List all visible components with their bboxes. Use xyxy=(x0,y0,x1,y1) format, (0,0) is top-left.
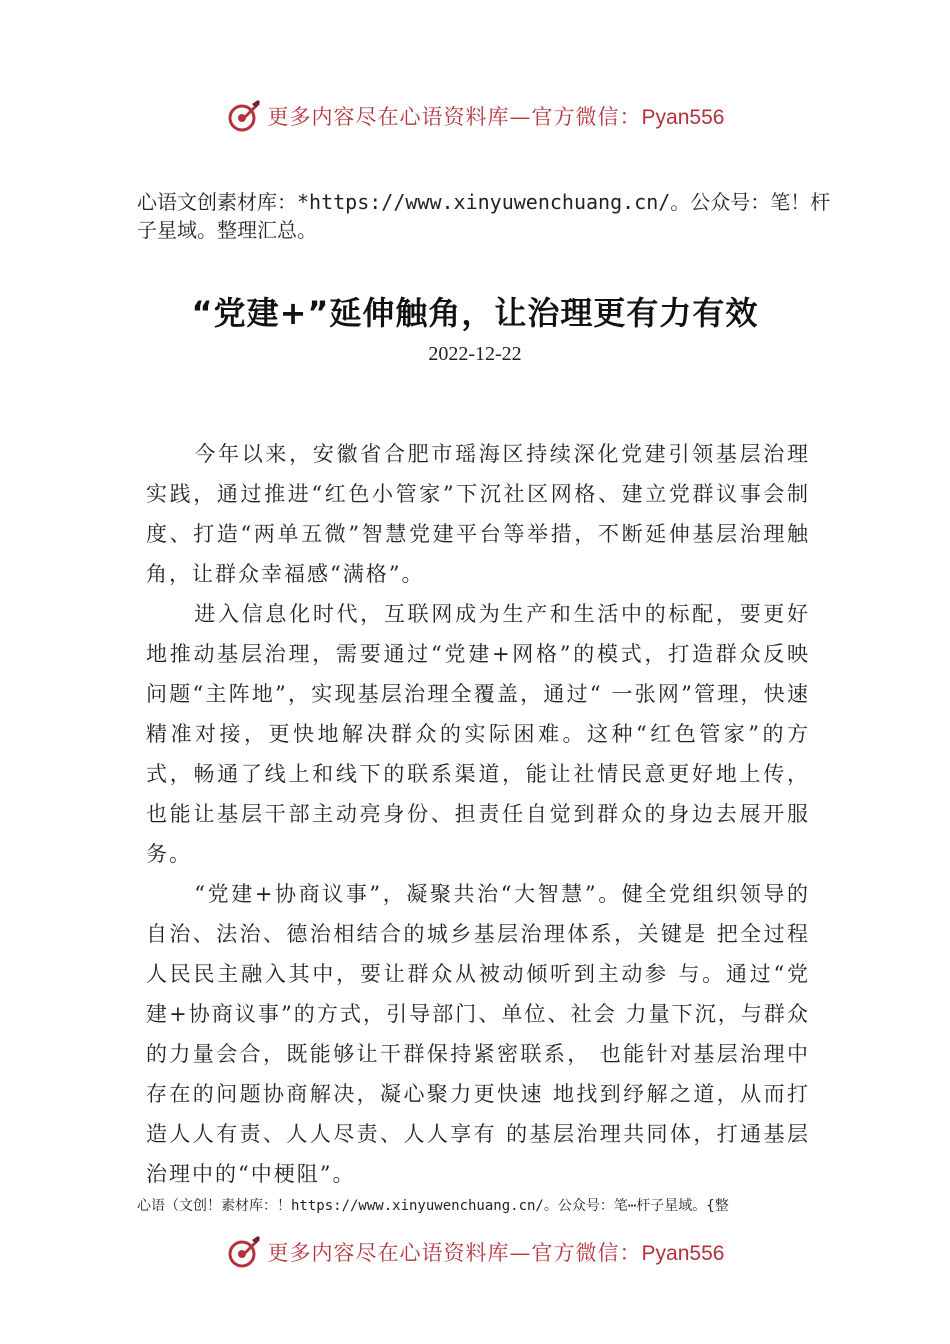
banner-text xyxy=(268,101,725,131)
quill-seal-logo-icon xyxy=(226,98,262,134)
quill-seal-logo-icon xyxy=(226,1234,262,1270)
paragraph: 进入信息化时代，互联网成为生产和生活中的标配，要更好地推动基层治理，需要通过“党建+网格”的模式，打造群众反映问题“主阵地”，实现基层治理全覆盖，通过“ 一张网”管理，快速精准对接，更快地解决群众的实际困难。这种“红色管家”的方式，畅通了线上和线下的联系渠道，能让社情民意更好地上传，也能让基层干部主动亮身份、担责任自觉到群众的身边去展开服务。 xyxy=(146,602,810,866)
banner-handle: Pyan556 xyxy=(641,1242,725,1265)
bottom-banner xyxy=(0,1232,950,1272)
article-date: 2022-12-22 xyxy=(428,343,522,365)
footer-note: 心语（文创！素材库：！https://www.xinyuwenchuang.cn/。公众号：笔⋯杆子星域。{整 xyxy=(137,1198,729,1214)
article-title: “党建+”延伸触角，让治理更有力有效 xyxy=(191,294,759,332)
paragraph: “党建+协商议事”，凝聚共治“大智慧”。健全党组织领导的自治、法治、德治相结合的城乡基层治理体系，关键是 把全过程人民民主融入其中，要让群众从被动倾听到主动参 与。通过“党建+协商议事”的方式，引导部门、单位、社会 力量下沉，与群众的力量会合，既能够让干群保持紧密联系， 也能针对基层治理中存在的问题协商解决，凝心聚力更快速 地找到纾解之道，从而打造人人有责、人人尽责、人人享有 的基层治理共同体，打通基层治理中的“中梗阻”。 xyxy=(146,882,810,1186)
banner-handle: Pyan556 xyxy=(641,106,725,129)
banner-label: 更多内容尽在心语资料库—官方微信： xyxy=(267,105,642,129)
top-banner xyxy=(0,96,950,136)
header-note: 心语文创素材库：*https://www.xinyuwenchuang.cn/。公众号：笔！杆子星域。整理汇总。 xyxy=(137,190,831,242)
paragraph: 今年以来，安徽省合肥市瑶海区持续深化党建引领基层治理实践，通过推进“红色小管家”下沉社区网格、建立党群议事会制度、打造“两单五微”智慧党建平台等举措，不断延伸基层治理触角，让群众幸福感“满格”。 xyxy=(146,442,810,586)
article-body xyxy=(146,434,810,1194)
banner-text xyxy=(268,1237,725,1267)
banner-label: 更多内容尽在心语资料库—官方微信： xyxy=(267,1241,642,1265)
